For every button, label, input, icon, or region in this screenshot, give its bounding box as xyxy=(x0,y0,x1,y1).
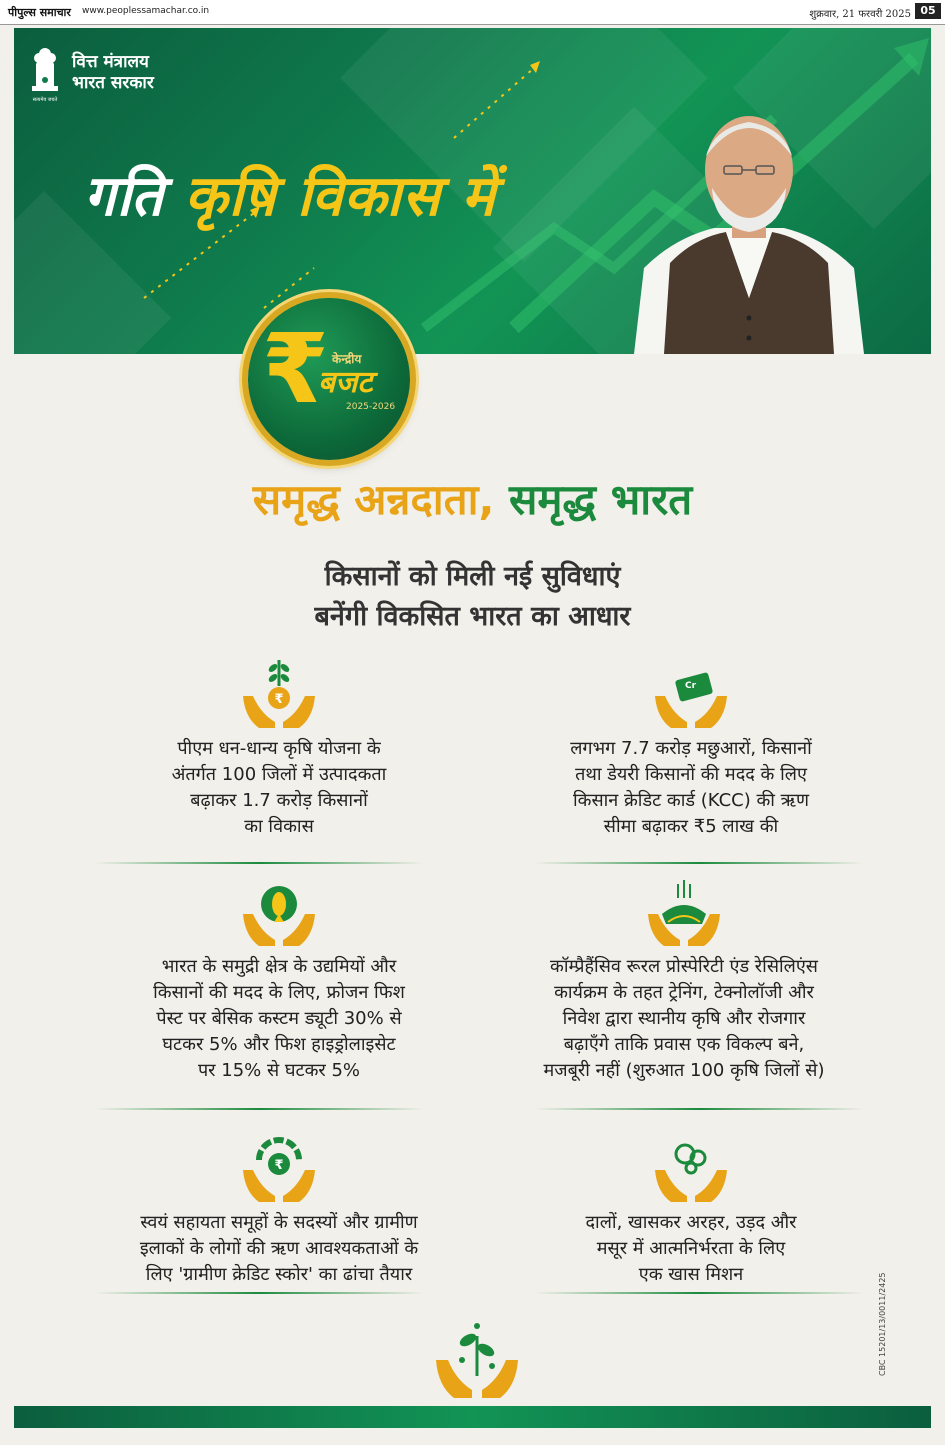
benefit-5-line-2: इलाकों के लोगों की ऋण आवश्यकताओं के xyxy=(139,1238,419,1259)
benefit-2-line-1: लगभग 7.7 करोड़ मछुआरों, किसानों xyxy=(570,738,812,759)
rupee-icon: ₹ xyxy=(262,313,329,425)
benefit-3-line-5: पर 15% से घटकर 5% xyxy=(197,1060,361,1081)
benefit-2-line-3: किसान क्रेडिट कार्ड (KCC) की ऋण xyxy=(572,790,810,811)
headline-part1: गति xyxy=(84,164,164,229)
divider xyxy=(94,1108,424,1110)
headline-part2: कृषि विकास में xyxy=(184,164,496,229)
badge-label: बजट xyxy=(318,365,373,400)
tagline-part2: समृद्ध भारत xyxy=(509,475,693,524)
wheat-rupee-hands-icon xyxy=(239,656,319,730)
benefit-item-6 xyxy=(526,1130,856,1288)
paper-name: पीपुल्स समाचार xyxy=(8,6,71,19)
benefit-4-line-1: कॉम्प्रैहैंसिव रूरल प्रोस्पेरिटी एंड रेसिलिएंस xyxy=(550,956,818,977)
divider xyxy=(94,1292,424,1294)
benefit-4-line-3: निवेश द्वारा स्थानीय कृषि और रोजगार xyxy=(562,1008,806,1029)
benefit-3-line-1: भारत के समुद्री क्षेत्र के उद्यमियों और xyxy=(161,956,397,977)
benefit-5-line-3: लिए 'ग्रामीण क्रेडिट स्कोर' का ढांचा तैयार xyxy=(145,1264,413,1285)
benefit-1-line-3: बढ़ाकर 1.7 करोड़ किसानों xyxy=(190,790,368,811)
emblem-motto: सत्यमेव जयते xyxy=(32,97,58,103)
benefit-item-2 xyxy=(526,656,856,840)
divider xyxy=(94,862,424,864)
badge-label-small: केन्द्रीय xyxy=(332,352,362,366)
divider xyxy=(534,1108,864,1110)
credit-score-hands-icon xyxy=(239,1130,319,1204)
portrait-image xyxy=(634,98,864,354)
benefit-item-4 xyxy=(494,874,874,1084)
fish-hands-icon xyxy=(239,874,319,948)
advertisement xyxy=(14,28,931,1428)
budget-badge xyxy=(248,298,410,460)
page-number: 05 xyxy=(915,3,941,19)
tagline-part1: समृद्ध अन्नदाता, xyxy=(252,475,495,524)
benefit-4-line-4: बढ़ाएँगे ताकि प्रवास एक विकल्प बने, xyxy=(563,1034,805,1055)
benefit-1-line-1: पीएम धन-धान्य कृषि योजना के xyxy=(177,738,381,759)
subheading-line1: किसानों को मिली नई सुविधाएं xyxy=(324,561,621,592)
svg-text:₹: ₹ xyxy=(274,1158,284,1173)
benefit-4-line-5: मजबूरी नहीं (शुरुआत 100 कृषि जिलों से) xyxy=(543,1060,825,1081)
benefit-5-line-1: स्वयं सहायता समूहों के सदस्यों और ग्रामीण xyxy=(140,1212,418,1233)
card-text: Cr xyxy=(685,681,697,691)
cbc-code: CBC 15201/13/0011/2425 xyxy=(878,1272,887,1376)
svg-text:₹: ₹ xyxy=(274,692,284,707)
benefit-6-line-1: दालों, खासकर अरहर, उड़द और xyxy=(585,1212,797,1233)
headline xyxy=(84,156,496,232)
ministry-line2: भारत सरकार xyxy=(72,73,154,93)
credit-card-hands-icon xyxy=(651,656,731,730)
ministry-name xyxy=(72,52,154,94)
ministry-line1: वित्त मंत्रालय xyxy=(72,52,149,72)
benefit-item-3 xyxy=(109,874,449,1084)
benefit-2-line-4: सीमा बढ़ाकर ₹5 लाख की xyxy=(603,816,779,837)
sprout-hands-icon xyxy=(432,1316,522,1400)
benefit-item-5 xyxy=(94,1130,464,1288)
benefit-3-line-4: घटकर 5% और फिश हाइड्रोलाइसेट xyxy=(162,1034,396,1055)
benefit-item-1 xyxy=(129,656,429,840)
benefit-1-line-4: का विकास xyxy=(244,816,314,837)
subheading-line2: बनेंगी विकसित भारत का आधार xyxy=(314,601,631,632)
benefit-2-line-2: तथा डेयरी किसानों की मदद के लिए xyxy=(575,764,807,785)
national-emblem-icon xyxy=(26,42,64,104)
badge-year: 2025-2026 xyxy=(346,402,396,412)
benefit-1-line-2: अंतर्गत 100 जिलों में उत्पादकता xyxy=(171,764,387,785)
benefit-6-line-3: एक खास मिशन xyxy=(638,1264,744,1285)
paper-url[interactable]: www.peoplessamachar.co.in xyxy=(82,6,210,16)
farmland-hands-icon xyxy=(644,874,724,948)
divider xyxy=(534,1292,864,1294)
benefit-4-line-2: कार्यक्रम के तहत ट्रेनिंग, टेक्नोलॉजी और xyxy=(554,982,814,1003)
hero-banner xyxy=(14,28,931,354)
benefit-3-line-2: किसानों की मदद के लिए, फ्रोजन फिश xyxy=(153,982,405,1003)
issue-date: शुक्रवार, 21 फरवरी 2025 xyxy=(809,9,911,20)
tagline xyxy=(14,470,931,527)
divider xyxy=(534,862,864,864)
footer-strip xyxy=(14,1406,931,1428)
benefit-3-line-3: पेस्ट पर बेसिक कस्टम ड्यूटी 30% से xyxy=(156,1008,402,1029)
benefit-6-line-2: मसूर में आत्मनिर्भरता के लिए xyxy=(596,1238,786,1259)
pulses-hands-icon xyxy=(651,1130,731,1204)
masthead xyxy=(0,0,945,25)
